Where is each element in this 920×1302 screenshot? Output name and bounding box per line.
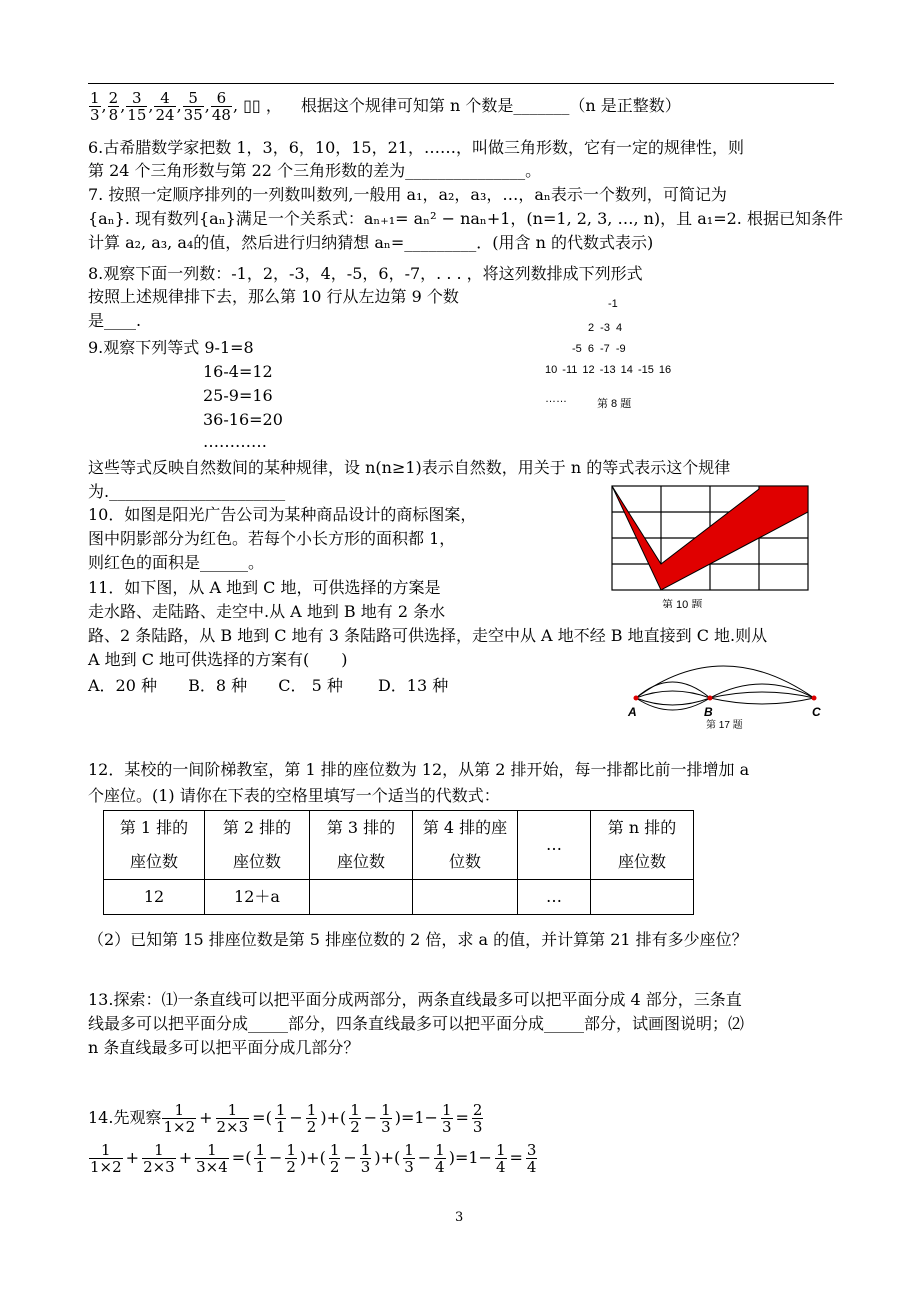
- table-cell[interactable]: [310, 880, 413, 915]
- comma: ,: [148, 96, 154, 115]
- glyphs: ▯▯ ，: [243, 96, 282, 115]
- q13-line3: n 条直线最多可以把平面分成几部分？: [88, 1038, 360, 1057]
- option-a: A．20 种: [88, 676, 158, 695]
- q12-part2: （2）已知第 15 排座位数是第 5 排座位数的 2 倍，求 a 的值，并计算第 21 排有多少座位？: [88, 930, 748, 949]
- trademark-figure: [610, 484, 810, 608]
- q9-eq-3: 36-16=20: [203, 410, 283, 429]
- fraction: $\frac{1}{4}$: [435, 1141, 445, 1176]
- fraction: $\frac{1}{3}$: [360, 1141, 371, 1176]
- operator: )+(: [320, 1108, 347, 1127]
- q14-equation-1: [161, 1101, 484, 1136]
- q8-line2: 按照上述规律排下去，那么第 10 行从左边第 9 个数: [88, 287, 459, 306]
- fraction-sequence: [88, 89, 239, 124]
- q10-line2: 图中阴影部分为红色。若每个小长方形的面积都 1，: [88, 529, 456, 548]
- q7-line1: 7. 按照一定顺序排列的一列数叫数列,一般用 a₁，a₂，a₃，…，aₙ表示一个数列，可简记为: [88, 185, 727, 204]
- fraction: $\frac{1}{3}$: [441, 1101, 452, 1136]
- label-a: A: [628, 705, 637, 719]
- operator: =: [455, 1108, 469, 1127]
- fraction: $\frac{6}{48}$: [211, 89, 231, 124]
- q9-line1: 这些等式反映自然数间的某种规律，设 n(n≥1)表示自然数，用关于 n 的等式表示这个规律: [88, 458, 731, 477]
- fraction: $\frac{1}{2}$: [286, 1141, 296, 1176]
- route-bc-3: [710, 698, 814, 704]
- table-header-row: [104, 811, 694, 880]
- label-b: B: [704, 705, 713, 719]
- operator: )+(: [299, 1148, 326, 1167]
- seat-table: [103, 810, 694, 915]
- triangle-row-3: -5 6 -7 -9: [572, 343, 626, 355]
- operator: )=1−: [394, 1108, 438, 1127]
- operator: =: [509, 1148, 523, 1167]
- fraction: $\frac{1}{1}$: [255, 1141, 265, 1176]
- comma: ,: [232, 96, 239, 115]
- figure-8-caption: 第 8 题: [597, 398, 632, 410]
- q14-equation-2: [88, 1141, 538, 1176]
- q9-eq-1: 16-4=12: [203, 362, 273, 381]
- table-cell: …: [518, 880, 591, 915]
- q7-line2: {aₙ}. 现有数列{aₙ}满足一个关系式：aₙ₊₁= aₙ² − naₙ+1，(n=1, 2, 3, …, n)，且 a₁=2. 根据已知条件: [88, 209, 843, 228]
- q7-line3: 计算 a₂, a₃, a₄的值，然后进行归纳猜想 aₙ=_________．(用含 n 的代数式表示): [88, 233, 654, 252]
- table-row: [104, 880, 694, 915]
- operator: +: [199, 1108, 213, 1127]
- q14-label: 14.先观察: [88, 1108, 162, 1127]
- operator: +: [125, 1148, 140, 1167]
- page-number: 3: [455, 1210, 464, 1225]
- table-cell: 12: [104, 880, 205, 915]
- route-diagram: [622, 652, 834, 732]
- fraction: $\frac{1}{1\times 2}$: [163, 1101, 196, 1136]
- triangle-row-1: -1: [608, 298, 618, 310]
- operator: )=1−: [448, 1148, 492, 1167]
- q13-line1: 13.探索：⑴一条直线可以把平面分成两部分，两条直线最多可以把平面分成 4 部分，三条直: [88, 990, 742, 1009]
- fraction: $\frac{1}{3}$: [381, 1101, 391, 1136]
- operator: +: [178, 1148, 193, 1167]
- operator: −: [417, 1148, 432, 1167]
- comma: ,: [204, 96, 210, 115]
- fraction: $\frac{1}{3\times 4}$: [196, 1141, 228, 1176]
- route-ab-4: [636, 698, 710, 710]
- header-cell: 第 2 排的 座位数: [205, 811, 310, 880]
- q10-line1: 10．如图是阳光广告公司为某种商品设计的商标图案，: [88, 505, 477, 524]
- fraction: $\frac{5}{35}$: [183, 89, 203, 124]
- point-c: [812, 696, 817, 701]
- fraction: $\frac{4}{24}$: [155, 89, 175, 124]
- route-ab-1: [636, 682, 710, 698]
- fraction: $\frac{1}{4}$: [495, 1141, 506, 1176]
- operator: −: [363, 1108, 378, 1127]
- triangle-dots: ……: [545, 393, 567, 405]
- q12-line1: 12．某校的一间阶梯教室，第 1 排的座位数为 12，从第 2 排开始，每一排都比前一排增加 a: [88, 760, 750, 779]
- fraction: $\frac{1}{1\times 2}$: [90, 1141, 122, 1176]
- triangle-row-2: 2 -3 4: [588, 322, 623, 334]
- point-a: [634, 696, 639, 701]
- q8-line1: 8.观察下面一列数：-1，2，-3，4，-5，6，-7，. . . ，将这列数排成下列形式: [88, 264, 643, 283]
- q14-eq1-line: [88, 1100, 484, 1136]
- table-cell[interactable]: [413, 880, 518, 915]
- fraction: $\frac{3}{15}$: [127, 89, 147, 124]
- option-c: C． 5 种: [278, 676, 343, 695]
- header-rule: [88, 83, 834, 84]
- fraction: $\frac{1}{2\times 3}$: [216, 1101, 249, 1136]
- q11-line2: 走水路、走陆路、走空中.从 A 地到 B 地有 2 条水: [88, 602, 446, 621]
- header-cell: 第 3 排的 座位数: [310, 811, 413, 880]
- triangle-row-4: 10 -11 12 -13 14 -15 16: [545, 364, 672, 376]
- q12-line2: 个座位。(1) 请你在下表的空格里填写一个适当的代数式：: [88, 786, 500, 805]
- figure-10-caption: 第 10 题: [662, 599, 703, 608]
- operator: −: [268, 1148, 283, 1167]
- figure-17-caption: 第 17 题: [706, 720, 743, 731]
- q11-line1: 11．如下图，从 A 地到 C 地，可供选择的方案是: [88, 578, 441, 597]
- q10-line3: 则红色的面积是______。: [88, 553, 265, 572]
- q8-line3: 是____.: [88, 311, 142, 330]
- fraction: $\frac{1}{2}$: [350, 1101, 360, 1136]
- label-c: C: [812, 705, 821, 719]
- fraction: $\frac{1}{2}$: [329, 1141, 340, 1176]
- comma: ,: [120, 96, 126, 115]
- operator: )+(: [374, 1148, 401, 1167]
- comma: ,: [101, 96, 107, 115]
- operator: −: [289, 1108, 303, 1127]
- header-cell: 第 1 排的 座位数: [104, 811, 205, 880]
- fraction: $\frac{1}{1}$: [275, 1101, 286, 1136]
- route-bc-2: [710, 692, 814, 698]
- q9-line2: 为.______________________: [88, 482, 286, 501]
- table-cell[interactable]: [591, 880, 694, 915]
- sequence-question: 根据这个规律可知第 n 个数是_______（n 是正整数）: [300, 96, 681, 115]
- q14-eq2-line: [88, 1140, 538, 1176]
- comma: ,: [176, 96, 182, 115]
- fraction: $\frac{2}{3}$: [472, 1101, 483, 1136]
- operator: −: [343, 1148, 357, 1167]
- q9-head: 9.观察下列等式 9-1=8: [88, 338, 254, 357]
- q11-line3: 路、2 条陆路，从 B 地到 C 地有 3 条陆路可供选择，走空中从 A 地不经 B 地直接到 C 地.则从: [88, 626, 768, 645]
- fraction: $\frac{1}{3}$: [404, 1141, 414, 1176]
- fraction: $\frac{2}{8}$: [108, 89, 119, 124]
- q11-line4: A 地到 C 地可供选择的方案有( ): [88, 650, 348, 669]
- table-cell: 12＋a: [205, 880, 310, 915]
- q11-options: [88, 675, 448, 697]
- fraction: $\frac{1}{2}$: [306, 1101, 317, 1136]
- fraction: $\frac{1}{3}$: [90, 89, 100, 124]
- q9-eq-2: 25-9=16: [203, 386, 273, 405]
- fraction: $\frac{3}{4}$: [526, 1141, 537, 1176]
- q6-line1: 6.古希腊数学家把数 1，3，6，10，15，21，……，叫做三角形数，它有一定的规律性，则: [88, 138, 744, 157]
- option-b: B．8 种: [188, 676, 248, 695]
- q6-line2: 第 24 个三角形数与第 22 个三角形数的差为_______________。: [88, 161, 542, 180]
- option-d: D．13 种: [377, 676, 449, 695]
- q13-line2: 线最多可以把平面分成_____部分，四条直线最多可以把平面分成_____部分，试画图说明；⑵: [88, 1014, 745, 1033]
- header-cell: 第 n 排的 座位数: [591, 811, 694, 880]
- operator: =(: [252, 1108, 272, 1127]
- fraction: $\frac{1}{2\times 3}$: [143, 1141, 175, 1176]
- operator: =(: [231, 1148, 252, 1167]
- header-cell: …: [518, 811, 591, 880]
- q9-eq-4: …………: [203, 432, 267, 451]
- header-cell: 第 4 排的座 位数: [413, 811, 518, 880]
- route-bc-1: [710, 684, 814, 698]
- point-b: [708, 696, 713, 701]
- sequence-line: [88, 90, 681, 123]
- route-ab-2: [636, 691, 710, 698]
